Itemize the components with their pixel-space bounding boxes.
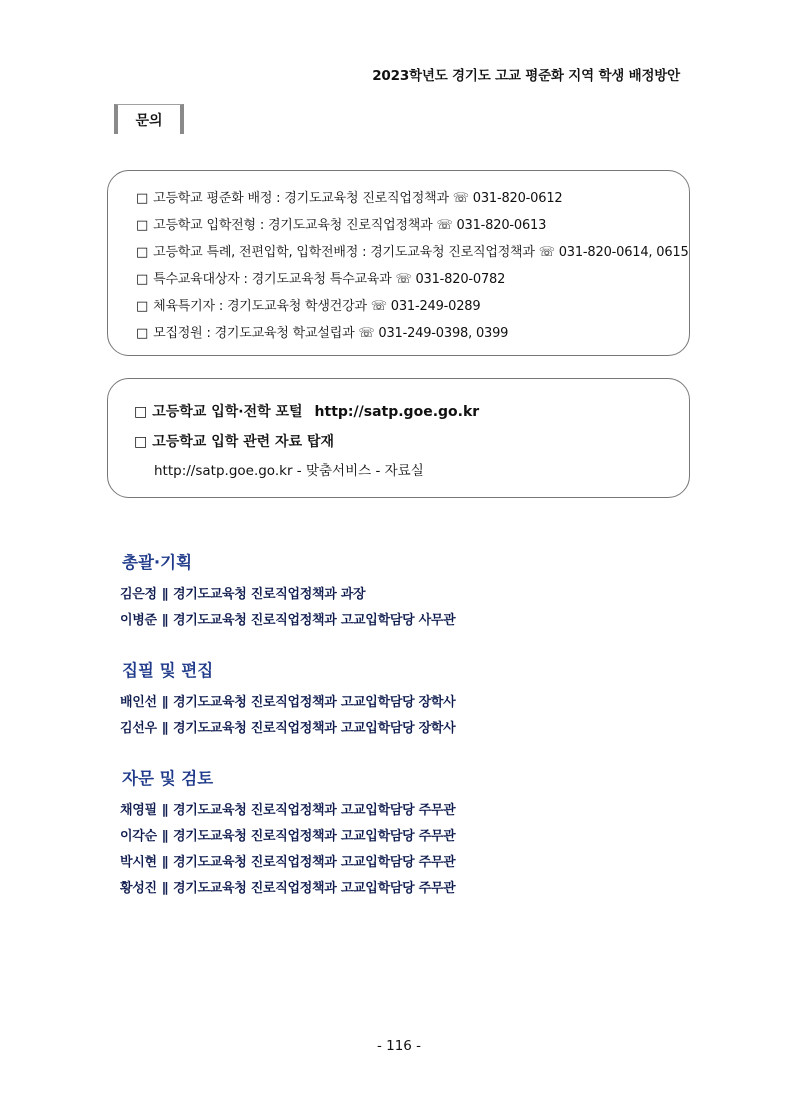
- separator: ∥: [161, 803, 168, 818]
- person-name: 박시현: [120, 855, 157, 870]
- checkbox-square-icon: □: [134, 434, 148, 450]
- credits-section: [120, 548, 455, 924]
- checkbox-square-icon: □: [136, 191, 149, 206]
- contact-box: [107, 170, 690, 356]
- phone-icon: ☏: [370, 299, 387, 314]
- contact-phone: 031-820-0782: [415, 272, 506, 287]
- contact-item: □ 모집정원 : 경기도교육청 학교설립과 ☏ 031-249-0398, 0399: [136, 320, 689, 347]
- person-role: 경기도교육청 진로직업정책과 고교입학담당 주무관: [172, 803, 456, 818]
- contact-item: □ 특수교육대상자 : 경기도교육청 특수교육과 ☏ 031-820-0782: [136, 266, 689, 293]
- person-name: 배인선: [120, 695, 157, 710]
- document-header-title: 2023학년도 경기도 고교 평준화 지역 학생 배정방안: [372, 68, 680, 84]
- phone-icon: ☏: [358, 326, 375, 341]
- contact-phone: 031-820-0614, 0615: [558, 245, 689, 260]
- person-role: 경기도교육청 진로직업정책과 고교입학담당 주무관: [172, 855, 456, 870]
- person-name: 김선우: [120, 721, 157, 736]
- contact-office: 경기도교육청 특수교육과: [251, 272, 392, 287]
- contact-label: 모집정원: [153, 326, 203, 341]
- person-role: 경기도교육청 진로직업정책과 고교입학담당 주무관: [172, 829, 456, 844]
- section-tab-inquiry: [114, 104, 184, 134]
- separator: ∥: [161, 721, 168, 736]
- resources-label: 고등학교 입학 관련 자료 탑재: [152, 434, 335, 450]
- contact-label: 체육특기자: [153, 299, 215, 314]
- contact-phone: 031-249-0289: [390, 299, 481, 314]
- person-name: 이병준: [120, 613, 157, 628]
- person-role: 경기도교육청 진로직업정책과 과장: [172, 587, 366, 602]
- credit-row: [120, 876, 455, 902]
- checkbox-square-icon: □: [136, 326, 149, 341]
- separator: ∥: [161, 695, 168, 710]
- credit-row: [120, 608, 455, 634]
- contact-office: 경기도교육청 진로직업정책과: [284, 191, 449, 206]
- phone-icon: ☏: [452, 191, 469, 206]
- separator: ∥: [161, 613, 168, 628]
- credit-row: [120, 850, 455, 876]
- contact-phone: 031-249-0398, 0399: [378, 326, 509, 341]
- section-tab-label: 문의: [135, 112, 163, 129]
- person-name: 이각순: [120, 829, 157, 844]
- person-role: 경기도교육청 진로직업정책과 고교입학담당 장학사: [172, 695, 456, 710]
- contact-item: □ 고등학교 평준화 배정 : 경기도교육청 진로직업정책과 ☏ 031-820-0612: [136, 185, 689, 212]
- checkbox-square-icon: □: [134, 404, 148, 420]
- separator: ∥: [161, 881, 168, 896]
- checkbox-square-icon: □: [136, 218, 149, 233]
- phone-icon: ☏: [538, 245, 555, 260]
- person-role: 경기도교육청 진로직업정책과 고교입학담당 장학사: [172, 721, 456, 736]
- phone-icon: ☏: [436, 218, 453, 233]
- credit-row: [120, 716, 455, 742]
- separator: ∥: [161, 829, 168, 844]
- credit-group-review: [120, 764, 455, 902]
- checkbox-square-icon: □: [136, 299, 149, 314]
- phone-icon: ☏: [395, 272, 412, 287]
- contact-office: 경기도교육청 학교설립과: [214, 326, 355, 341]
- contact-item: □ 체육특기자 : 경기도교육청 학생건강과 ☏ 031-249-0289: [136, 293, 689, 320]
- credit-row: [120, 824, 455, 850]
- credit-group-editing: [120, 656, 455, 742]
- contact-phone: 031-820-0613: [456, 218, 547, 233]
- portal-box: [107, 378, 690, 498]
- page-number: - 116 -: [376, 1038, 422, 1054]
- credit-row: [120, 582, 455, 608]
- checkbox-square-icon: □: [136, 245, 149, 260]
- separator: ∥: [161, 587, 168, 602]
- contact-office: 경기도교육청 진로직업정책과: [267, 218, 433, 233]
- contact-label: 고등학교 특례, 전편입학, 입학전배정: [153, 245, 359, 260]
- contact-office: 경기도교육청 학생건강과: [226, 299, 367, 314]
- credit-row: [120, 798, 455, 824]
- separator: ∥: [161, 855, 168, 870]
- resources-path: http://satp.goe.go.kr - 맞춤서비스 - 자료실: [154, 463, 424, 479]
- contact-item: □ 고등학교 특례, 전편입학, 입학전배정 : 경기도교육청 진로직업정책과 ☏ 031-820-0614, 0615: [136, 239, 689, 266]
- resources-item: [134, 427, 689, 457]
- person-role: 경기도교육청 진로직업정책과 고교입학담당 주무관: [172, 881, 456, 896]
- contact-label: 특수교육대상자: [153, 272, 240, 287]
- person-name: 채영필: [120, 803, 157, 818]
- person-name: 김은정: [120, 587, 157, 602]
- portal-item: [134, 397, 689, 427]
- contact-label: 고등학교 평준화 배정: [153, 191, 273, 206]
- contact-label: 고등학교 입학전형: [153, 218, 256, 233]
- credit-row: [120, 690, 455, 716]
- checkbox-square-icon: □: [136, 272, 149, 287]
- credit-heading: 총괄·기획: [122, 553, 193, 572]
- credit-group-overall: [120, 548, 455, 634]
- credit-heading: 자문 및 검토: [122, 769, 214, 788]
- person-role: 경기도교육청 진로직업정책과 고교입학담당 사무관: [172, 613, 456, 628]
- person-name: 황성진: [120, 881, 157, 896]
- portal-url-link[interactable]: http://satp.goe.go.kr: [314, 404, 480, 420]
- contact-item: □ 고등학교 입학전형 : 경기도교육청 진로직업정책과 ☏ 031-820-0613: [136, 212, 689, 239]
- contact-phone: 031-820-0612: [472, 191, 563, 206]
- credit-heading: 집필 및 편집: [122, 661, 214, 680]
- portal-label: 고등학교 입학·전학 포털: [152, 404, 303, 420]
- contact-office: 경기도교육청 진로직업정책과: [370, 245, 535, 260]
